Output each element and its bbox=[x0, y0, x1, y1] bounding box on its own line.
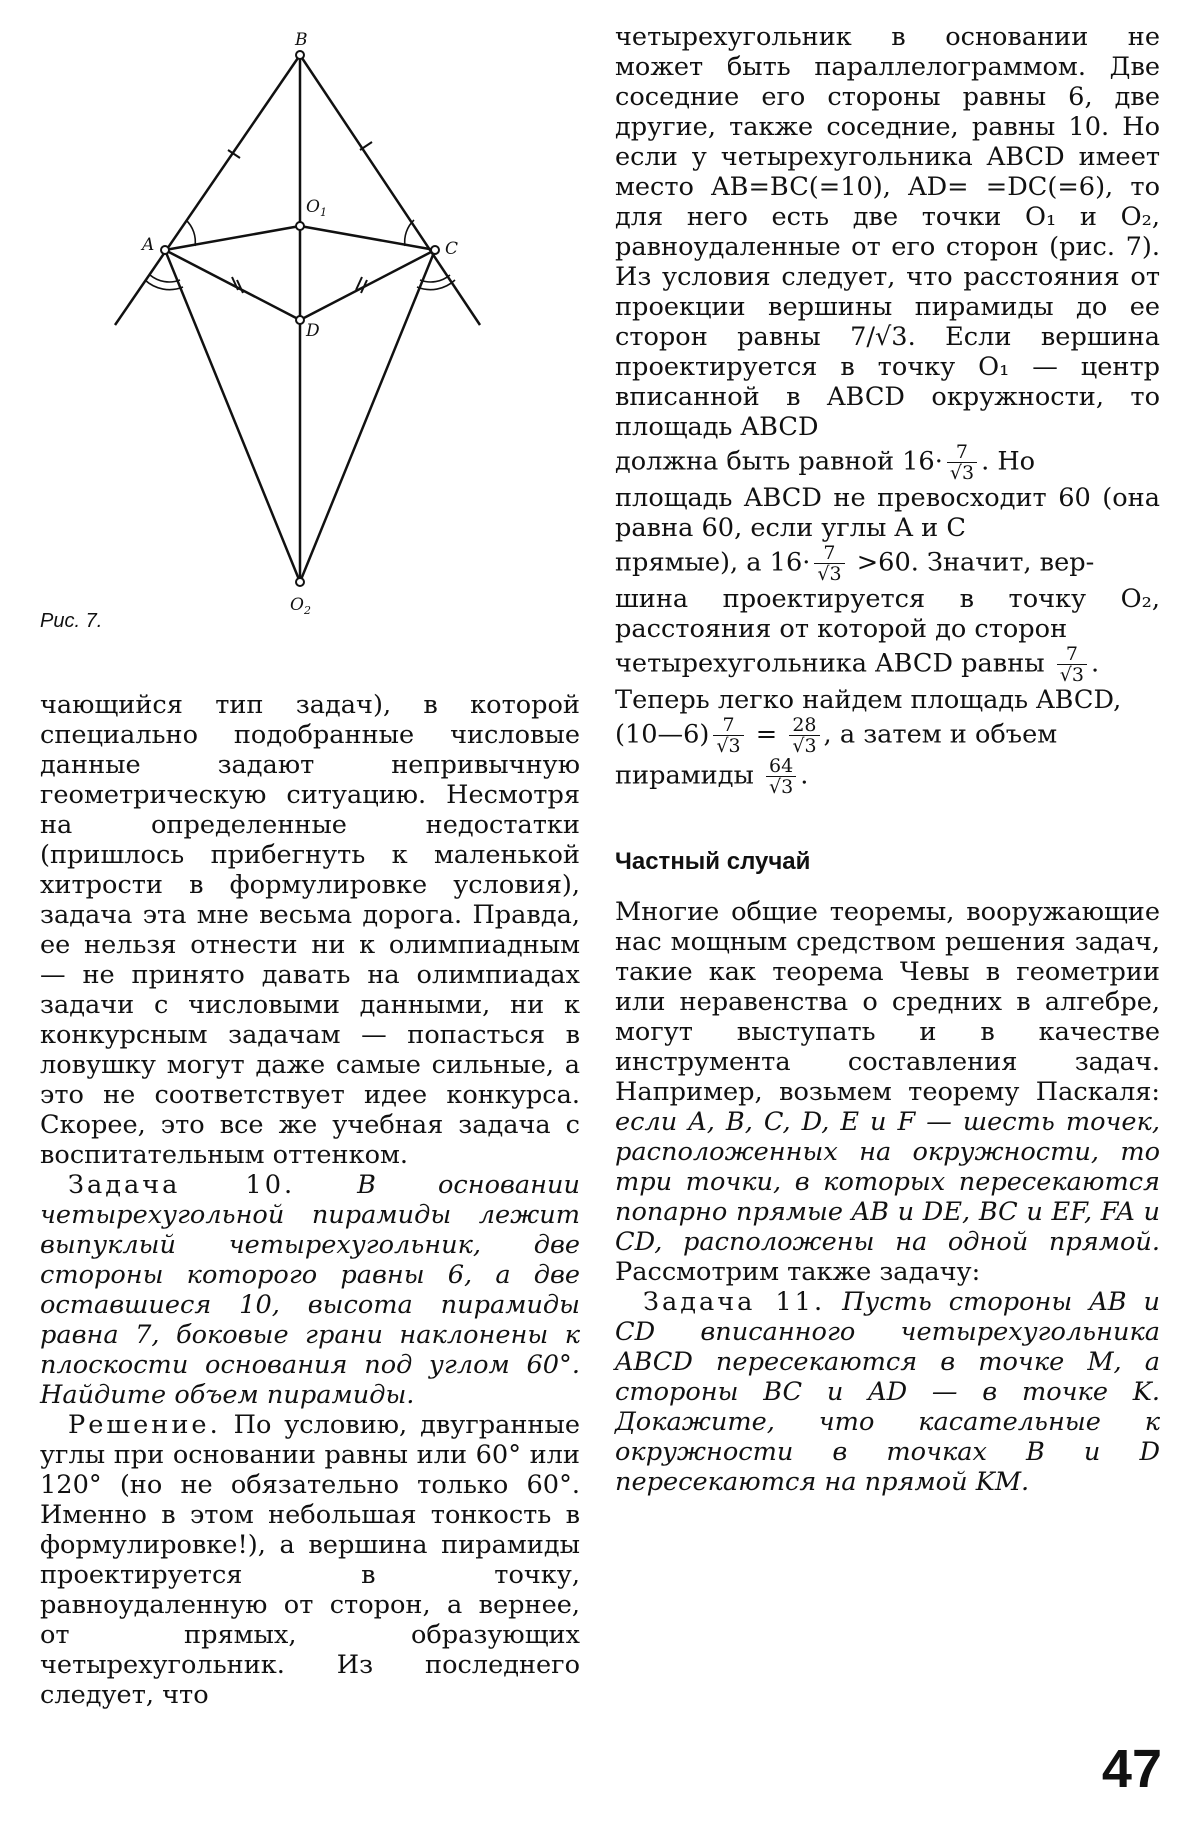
segment-AD bbox=[165, 250, 300, 320]
task-11 bbox=[615, 1287, 1160, 1497]
paragraph-find-area: Теперь легко найдем площадь ABCD, bbox=[615, 685, 1122, 715]
formula-line-b: прямые), а 16· $\frac{7}{√3}$ >60. Значит, вер- bbox=[615, 542, 1095, 585]
label-O2: $O_2$ bbox=[290, 595, 311, 617]
label-B: B bbox=[295, 30, 308, 50]
fraction-7-sqrt3: $\frac{7}{√3}$ bbox=[947, 442, 977, 483]
label-D: D bbox=[306, 321, 320, 341]
point-A bbox=[161, 246, 169, 254]
formula-line-c: четырехугольника ABCD равны $\frac{7}{√3}$ . bbox=[615, 643, 1100, 686]
tick-AD-1 bbox=[232, 277, 238, 290]
pascal-theorem: если A, B, C, D, E и F — шесть точек, расположенных на окружности, то три точки, в которых пересекаются попарно прямые AB и DE, BC и EF, FA и CD, расположены на одной прямой. bbox=[615, 1107, 1160, 1257]
formula-line-e: пирамиды $\frac{64}{√3}$ . bbox=[615, 755, 809, 798]
point-D bbox=[296, 316, 304, 324]
fraction-28-sqrt3: $\frac{28}{√3}$ bbox=[789, 715, 819, 756]
figure-caption: Рис. 7. bbox=[40, 610, 103, 632]
task-10 bbox=[40, 1170, 580, 1410]
solution-10 bbox=[40, 1410, 580, 1710]
fraction-7-sqrt3-c: $\frac{7}{√3}$ bbox=[1057, 644, 1087, 685]
paragraph-intro: чающийся тип задач), в которой специально подобранные числовые данные задают непривычную геометрическую ситуацию. Несмотря на определенные недостатки (пришлось прибегнуть к маленькой хитрости в формулировке условия), задача эта мне весьма дорога. Правда, ее нельзя отнести ни к олимпиадным — не принято давать на олимпиадах задачи с числовыми данными, ни к конкурсным задачам — попасться в ловушку могут даже самые сильные, а это не соответствует идее конкурса. Скорее, это все же учебная задача с воспитательным оттенком. bbox=[40, 690, 580, 1170]
fraction-7-sqrt3-b: $\frac{7}{√3}$ bbox=[814, 543, 844, 584]
paragraph-general-theorems: Многие общие теоремы, вооружающие нас мощным средством решения задач, такие как теорема Чевы в геометрии или неравенства о средних в алгебре, могут выступать и в качестве инструмента составления задач. Например, возьмем теорему Паскаля: если A, B, C, D, E и F — шесть точек, расположенных на окружности, то три точки, в которых пересекаются попарно прямые AB и DE, BC и EF, FA и CD, расположены на одной прямой. Рассмотрим также задачу: bbox=[615, 897, 1160, 1287]
label-A: A bbox=[142, 235, 155, 255]
segment-AO1 bbox=[165, 226, 300, 250]
section-heading: Частный случай bbox=[615, 848, 811, 875]
segment-O1C bbox=[300, 226, 435, 250]
task-10-label: Задача 10. bbox=[68, 1170, 296, 1200]
paragraph-area: площадь ABCD не превосходит 60 (она равна 60, если углы A и C bbox=[615, 483, 1160, 543]
page-number: 47 bbox=[1101, 1739, 1162, 1799]
line-BA-extended bbox=[115, 55, 300, 325]
paragraph-projection: шина проектируется в точку O₂, расстояния от которой до сторон bbox=[615, 584, 1160, 644]
label-C: C bbox=[445, 239, 459, 259]
right-column bbox=[615, 22, 1160, 1497]
segment-DC bbox=[300, 250, 435, 320]
segment-AO2 bbox=[165, 250, 300, 582]
paragraph-continuation: четырехугольник в основании не может быть параллелограммом. Две соседние его стороны равны 6, две другие, также соседние, равны 10. Но если у четырехугольника ABCD имеет место AB=BC(=10), AD= =DC(=6), то для него есть две точки O₁ и O₂, равноудаленные от его сторон (рис. 7). Из условия следует, что расстояния от проекции вершины пирамиды до ее сторон равны 7/√3. Если вершина проектируется в точку O₁ — центр вписанной в ABCD окружности, то площадь ABCD bbox=[615, 22, 1160, 442]
point-O1 bbox=[296, 222, 304, 230]
point-B bbox=[296, 51, 304, 59]
point-O2 bbox=[296, 578, 304, 586]
fraction-64-sqrt3: $\frac{64}{√3}$ bbox=[766, 756, 796, 797]
angle-arc-A-upper bbox=[186, 220, 195, 246]
line-BC-extended bbox=[300, 55, 480, 325]
segment-CO2 bbox=[300, 250, 435, 582]
solution-text: По условию, двугранные углы при основании равны или 60° или 120° (но не обязательно только 60°. Именно в этом небольшая тонкость в формулировке!), а вершина пирамиды проектируется в точку, равноудаленную от сторон, а вернее, от прямых, образующих четырехугольник. Из последнего следует, что bbox=[40, 1410, 581, 1710]
solution-label: Решение. bbox=[68, 1410, 221, 1440]
fraction-7-sqrt3-d: $\frac{7}{√3}$ bbox=[713, 715, 743, 756]
left-column bbox=[40, 690, 580, 1710]
label-O1: $O_1$ bbox=[306, 197, 327, 219]
point-C bbox=[431, 246, 439, 254]
task-10-text: В основании четырехугольной пирамиды лежит выпуклый четырехугольник, две стороны которого равны 6, а две оставшиеся 10, высота пирамиды равна 7, боковые грани наклонены к плоскости основания под углом 60°. Найдите объем пирамиды. bbox=[40, 1170, 580, 1410]
formula-line-d: (10—6) $\frac{7}{√3}$ = $\frac{28}{√3}$ , а затем и объем bbox=[615, 714, 1058, 757]
figure-7 bbox=[0, 0, 560, 617]
task-11-text: Пусть стороны AB и CD вписанного четырехугольника ABCD пересекаются в точке M, а стороны BC и AD — в точке K. Докажите, что касательные к окружности в точках B и D пересекаются на прямой KM. bbox=[615, 1287, 1160, 1497]
task-11-label: Задача 11. bbox=[643, 1287, 826, 1317]
formula-line-a: должна быть равной 16· $\frac{7}{√3}$ . Но bbox=[615, 441, 1036, 484]
